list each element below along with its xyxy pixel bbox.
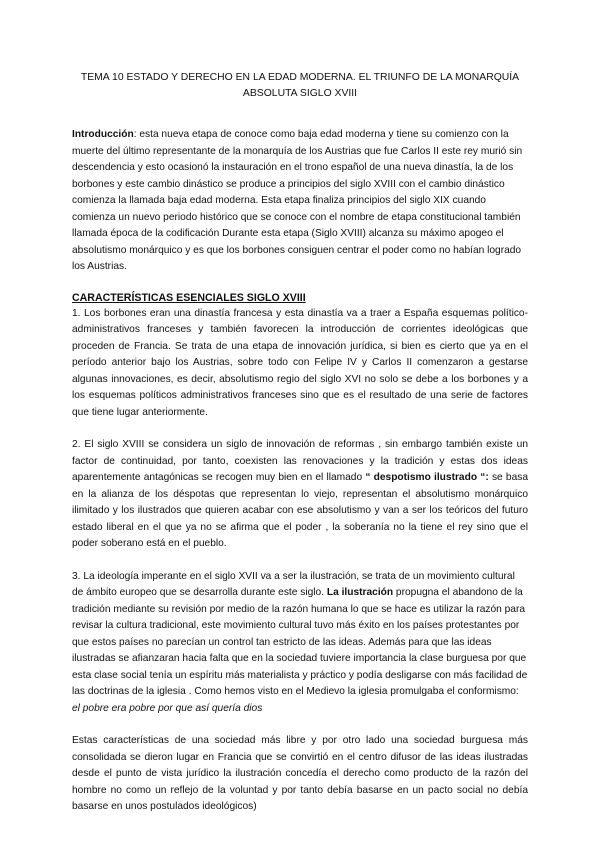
paragraph-2 <box>72 437 528 553</box>
paragraph-2-text-a: 2. El siglo XVIII se considera un siglo de innovación de reformas , sin embargo también existe un factor de continuidad, por tanto, coexisten las renovaciones y la tradición y estas dos ideas aparentemente antagónicas se recogen muy bien en el llamado <box>72 439 528 483</box>
paragraph-4: Estas características de una sociedad más libre y por otro lado una sociedad burguesa más consolidada se dieron lugar en Francia que se convirtió en el centro difusor de las ideas ilustradas desde el punto de vista jurídico la ilustración concedía el derecho como producto de la razón del hombre no como un reflejo de la voluntad y por tanto debía basarse en un pacto social no debía basarse en unos postulados ideológicos) <box>72 735 528 812</box>
paragraph-3-text-a: 3. La ideología imperante en el siglo XVII va a ser la ilustración, se trata de un movimiento cultural de ámbito europeo que se desarrolla durante este siglo. <box>72 570 515 598</box>
page-title: TEMA 10 ESTADO Y DERECHO EN LA EDAD MODERNA. EL TRIUNFO DE LA MONARQUÍA ABSOLUTA SIGLO XVIII <box>80 72 520 99</box>
section-heading: CARACTERÍSTICAS ESENCIALES SIGLO XVIII <box>72 291 306 304</box>
paragraph-3 <box>72 569 528 718</box>
document-page <box>72 70 528 816</box>
despotismo-ilustrado-term: “ despotismo ilustrado “: <box>365 472 489 483</box>
paragraph-2-text-b: se basa en la alianza de los déspotas que representan lo viejo, representan el absolutismo monárquico ilimitado y los ilustrados que quieren acabar con ese absolutismo y van a ser los teóricos del futuro estado liberal en el que ya no se afirma que el poder , la soberanía no la tiene el rey sino que el poder soberano está en el pueblo. <box>72 472 528 549</box>
ilustracion-term: La ilustración <box>326 587 394 598</box>
conformismo-quote: el pobre era pobre por que así quería dios <box>72 702 263 714</box>
intro-text: : esta nueva etapa de conoce como baja edad moderna y tiene su comienzo con la muerte del último representante de la monarquía de los Austrias que fue Carlos II este rey murió sin descendencia y esto ocasionó la instauración en el trono español de una nueva dinastía, la de los borbones y este cambio dinástico se produce a principios del siglo XVIII con el cambio dinástico comienza la llamada baja edad moderna. Esta etapa finaliza principios del siglo XIX cuando comienza un nuevo periodo histórico que se conoce con el nombre de etapa constitucional también llamada época de la codificación Durante esta etapa (Siglo XVIII) alcanza su máximo apogeo el absolutismo monárquico y es que los borbones consiguen centrar el poder como no habían logrado los Austrias. <box>72 129 523 272</box>
intro-label: Introducción <box>72 129 134 140</box>
paragraph-3-text-b: propugna el abandono de la tradición mediante su revisión por medio de la razón humana lo que se hace es utilizar la razón para revisar la cultura tradicional, este movimiento cultural tuvo más éxito en los países protestantes por que estos países no parecían un control tan estricto de las ideas. Además para que las ideas ilustradas se afianzaran hacia falta que en la sociedad tuviere importancia la clase burguesa por que esta clase social tenía un espíritu más materialista y práctico y podía desligarse con más facilidad de las doctrinas de la iglesia . Como hemos visto en el Medievo la iglesia promulgaba el conformismo: <box>72 587 528 697</box>
intro-paragraph <box>72 127 528 276</box>
paragraph-1: 1. Los borbones eran una dinastía francesa y esta dinastía va a traer a España esquemas político- administrativos franceses y también favorecen la introducción de corrientes ideológicas que proceden de Francia. Se trata de una etapa de innovación jurídica, si bien es cierto que ya en el período anterior bajo los Austrias, sobre todo con Felipe IV y Carlos II comenzaron a gestarse algunas innovaciones, es decir, absolutismo regio del siglo XVI no solo se debe a los borbones y a los esquemas políticos administrativos franceses sino que es el resultado de una serie de factores que tiene lugar anteriormente. <box>72 307 528 418</box>
